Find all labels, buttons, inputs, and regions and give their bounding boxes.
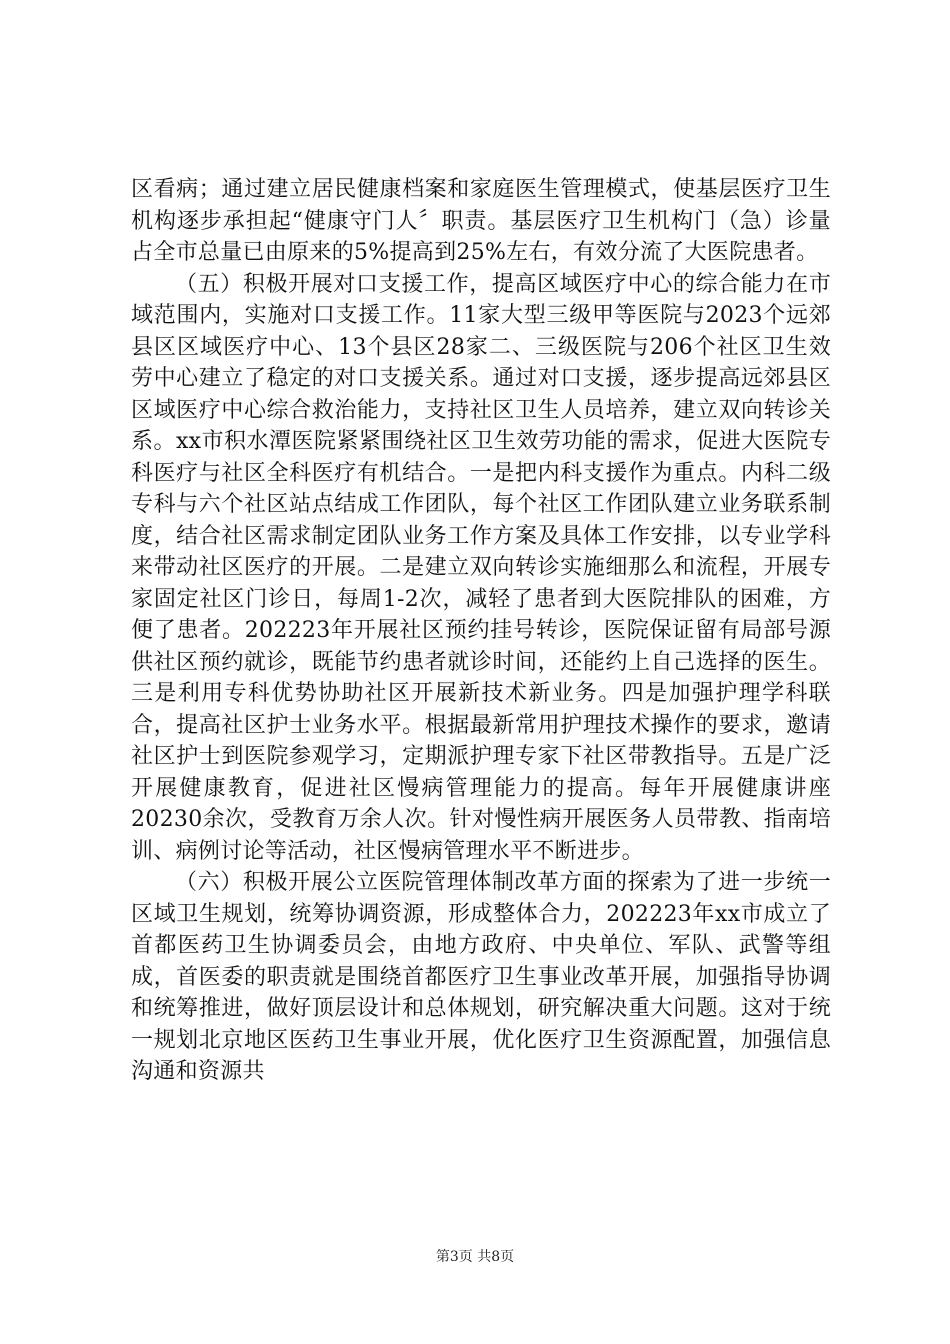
- document-body: [131, 174, 831, 1088]
- page-number: 第3页 共8页: [435, 1249, 515, 1265]
- paragraph-section-5: （五）积极开展对口支援工作，提高区域医疗中心的综合能力在市域范围内，实施对口支援工作。11家大型三级甲等医院与2023个远郊县区区域医疗中心、13个县区28家二、三级医院与206个社区卫生效劳中心建立了稳定的对口支援关系。通过对口支援，逐步提高远郊县区区域医疗中心综合救治能力，支持社区卫生人员培养，建立双向转诊关系。xx市积水潭医院紧紧围绕社区卫生效劳功能的需求，促进大医院专科医疗与社区全科医疗有机结合。一是把内科支援作为重点。内科二级专科与六个社区站点结成工作团队，每个社区工作团队建立业务联系制度，结合社区需求制定团队业务工作方案及具体工作安排，以专业学科来带动社区医疗的开展。二是建立双向转诊实施细那么和流程，开展专家固定社区门诊日，每周1-2次，减轻了患者到大医院排队的困难，方便了患者。202223年开展社区预约挂号转诊，医院保证留有局部号源供社区预约就诊，既能节约患者就诊时间，还能约上自己选择的医生。三是利用专科优势协助社区开展新技术新业务。四是加强护理学科联合，提高社区护士业务水平。根据最新常用护理技术操作的要求，邀请社区护士到医院参观学习，定期派护理专家下社区带教指导。五是广泛开展健康教育，促进社区慢病管理能力的提高。每年开展健康讲座20230余次，受教育万余人次。针对慢性病开展医务人员带教、指南培训、病例讨论等活动，社区慢病管理水平不断进步。: [131, 271, 831, 864]
- page-footer: [0, 1246, 950, 1266]
- paragraph-section-6: （六）积极开展公立医院管理体制改革方面的探索为了进一步统一区域卫生规划，统筹协调资源，形成整体合力，202223年xx市成立了首都医药卫生协调委员会，由地方政府、中央单位、军队、武警等组成，首医委的职责就是围绕首都医疗卫生事业改革开展，加强指导协调和统筹推进，做好顶层设计和总体规划，研究解决重大问题。这对于统一规划北京地区医药卫生事业开展，优化医疗卫生资源配置，加强信息沟通和资源共: [131, 870, 831, 1084]
- paragraph-continuation: 区看病；通过建立居民健康档案和家庭医生管理模式，使基层医疗卫生机构逐步承担起“健康守门人〞职责。基层医疗卫生机构门（急）诊量占全市总量已由原来的5%提高到25%左右，有效分流了大医院患者。: [131, 177, 831, 265]
